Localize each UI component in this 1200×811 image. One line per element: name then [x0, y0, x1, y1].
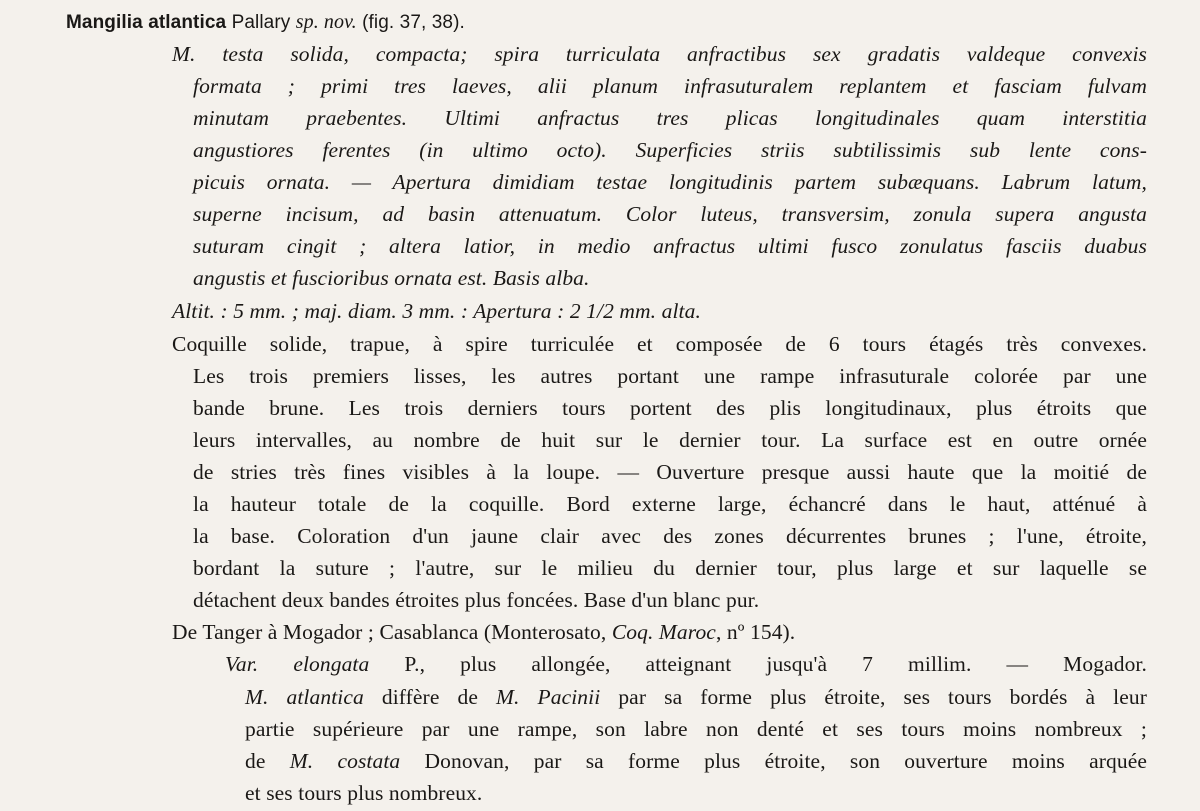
reference-title: Coq. Maroc — [611, 620, 716, 644]
french-line: leurs intervalles, au nombre de huit sur le dernier tour. La surface est en outre ornée — [193, 428, 1147, 452]
french-line: bande brune. Les trois derniers tours portent des plis longitudinaux, plus étroits que — [193, 396, 1147, 420]
latin-line: formata ; primi tres laeves, alii planum infrasuturalem replantem et fasciam fulvam — [193, 74, 1147, 98]
species-name: Mangilia atlantica — [66, 12, 227, 33]
comparison-line: de M. costata Donovan, par sa forme plus étroite, son ouverture moins arquée — [245, 749, 1147, 773]
species-author: Pallary — [231, 12, 291, 33]
french-line: la hauteur totale de la coquille. Bord externe large, échancré dans le haut, atténué à — [193, 492, 1147, 516]
locality-line: De Tanger à Mogador ; Casablanca (Monterosato, Coq. Maroc, nº 154). — [172, 620, 796, 644]
comparison-line: M. atlantica diffère de M. Pacinii par sa forme plus étroite, ses tours bordés à leur — [245, 685, 1147, 709]
latin-line: picuis ornata. — Apertura dimidiam testae longitudinis partem subæquans. Labrum latum, — [193, 170, 1147, 194]
latin-line: minutam praebentes. Ultimi anfractus tres plicas longitudinales quam interstitia — [193, 106, 1147, 130]
comparison-line: et ses tours plus nombreux. — [245, 781, 483, 805]
latin-line: suturam cingit ; altera latior, in medio anfractus ultimi fusco zonulatus fasciis duabus — [193, 234, 1147, 258]
variety-line: Var. elongata P., plus allongée, atteignant jusqu'à 7 millim. — Mogador. — [225, 652, 1147, 676]
french-line: Coquille solide, trapue, à spire turriculée et composée de 6 tours étagés très convexes. — [172, 332, 1147, 356]
dimensions-line: Altit. : 5 mm. ; maj. diam. 3 mm. : Apertura : 2 1/2 mm. alta. — [172, 299, 701, 323]
figure-reference: (fig. 37, 38). — [362, 12, 465, 33]
french-line: Les trois premiers lisses, les autres portant une rampe infrasuturale colorée par une — [193, 364, 1147, 388]
latin-line: angustis et fuscioribus ornata est. Basis alba. — [193, 266, 590, 290]
french-line: détachent deux bandes étroites plus foncées. Base d'un blanc pur. — [193, 588, 760, 612]
latin-line: M. testa solida, compacta; spira turriculata anfractibus sex gradatis valdeque convexis — [172, 42, 1147, 66]
french-line: de stries très fines visibles à la loupe. — Ouverture presque aussi haute que la moitié de — [193, 460, 1147, 484]
french-line: bordant la suture ; l'autre, sur le milieu du dernier tour, plus large et sur laquelle se — [193, 556, 1147, 580]
comparison-line: partie supérieure par une rampe, son labre non denté et ses tours moins nombreux ; — [245, 717, 1147, 741]
species-status: sp. nov. — [295, 11, 357, 33]
latin-line: superne incisum, ad basin attenuatum. Color luteus, transversim, zonula supera angusta — [193, 202, 1147, 226]
latin-line: angustiores ferentes (in ultimo octo). Superficies striis subtilissimis sub lente cons- — [193, 138, 1147, 162]
species-heading — [66, 9, 465, 36]
french-line: la base. Coloration d'un jaune clair avec des zones décurrentes brunes ; l'une, étroite, — [193, 524, 1147, 548]
variety-name: Var. elongata — [225, 652, 370, 676]
